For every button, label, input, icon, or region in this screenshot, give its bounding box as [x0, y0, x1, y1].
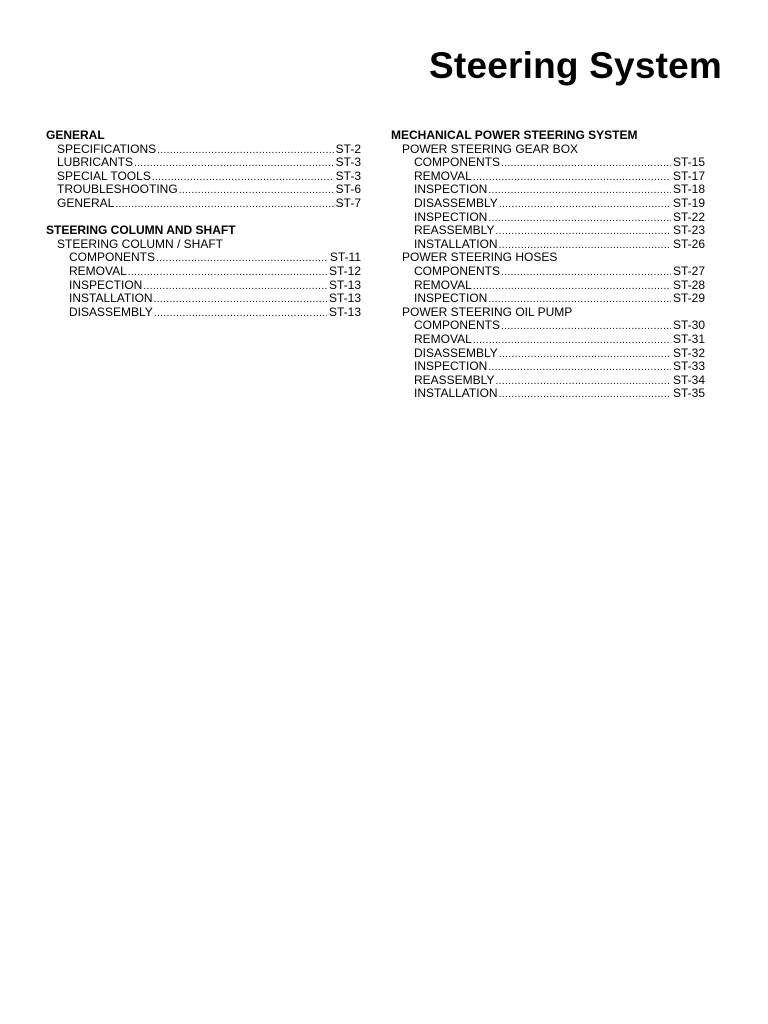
- toc-entry-page: ST-15: [672, 155, 705, 170]
- toc-entry-page: ST-3: [335, 155, 361, 170]
- toc-entry-label: INSTALLATION: [414, 236, 498, 251]
- toc-entry-label: INSPECTION: [414, 291, 488, 306]
- dot-leader: [501, 320, 671, 334]
- toc-entry[interactable]: [46, 251, 361, 265]
- toc-entry-page: ST-7: [335, 195, 361, 210]
- toc-entry[interactable]: [391, 374, 705, 388]
- toc-group-heading: STEERING COLUMN / SHAFT: [57, 236, 224, 251]
- toc-entry-label: COMPONENTS: [414, 155, 501, 170]
- dot-leader: [501, 157, 671, 171]
- toc-section-heading: GENERAL: [46, 128, 105, 142]
- toc-entry[interactable]: [391, 387, 705, 401]
- toc-entry-page: ST-33: [672, 359, 705, 374]
- dot-leader: [134, 157, 334, 171]
- toc-entry-label: REMOVAL: [414, 168, 472, 183]
- toc-entry-page: ST-17: [672, 168, 705, 183]
- toc-entry-label: INSPECTION: [69, 277, 143, 292]
- dot-leader: [499, 198, 671, 212]
- toc-entry[interactable]: [391, 238, 705, 252]
- toc-entry[interactable]: [391, 333, 705, 347]
- toc-entry-label: DISASSEMBLY: [414, 345, 498, 360]
- toc-entry[interactable]: [391, 197, 705, 211]
- toc-entry[interactable]: [46, 197, 361, 211]
- dot-leader: [115, 198, 333, 212]
- toc-group-heading: POWER STEERING GEAR BOX: [402, 141, 579, 156]
- toc-entry-page: ST-13: [328, 304, 361, 319]
- toc-entry-page: ST-34: [672, 372, 705, 387]
- toc-entry[interactable]: [46, 265, 361, 279]
- dot-leader: [154, 307, 327, 321]
- toc-entry-page: ST-19: [672, 195, 705, 210]
- toc-entry-label: INSPECTION: [414, 182, 488, 197]
- toc-entry-label: INSPECTION: [414, 359, 488, 374]
- toc-entry-page: ST-29: [672, 291, 705, 306]
- toc-entry-label: TROUBLESHOOTING: [57, 182, 178, 197]
- toc-entry-label: REMOVAL: [69, 263, 127, 278]
- toc-entry[interactable]: [391, 265, 705, 279]
- toc-entry[interactable]: [391, 224, 705, 238]
- toc-entry-page: ST-22: [672, 209, 705, 224]
- toc-entry-label: COMPONENTS: [69, 250, 156, 265]
- toc-entry[interactable]: [46, 279, 361, 293]
- toc-group-heading: POWER STEERING OIL PUMP: [402, 304, 573, 319]
- toc-section: [391, 129, 705, 401]
- toc-entry-page: ST-28: [672, 277, 705, 292]
- toc-entry-page: ST-32: [672, 345, 705, 360]
- toc-entry-label: COMPONENTS: [414, 263, 501, 278]
- dot-leader: [473, 280, 671, 294]
- toc-entry-page: ST-35: [672, 386, 705, 401]
- toc-entry-page: ST-23: [672, 223, 705, 238]
- toc-section: [46, 224, 361, 319]
- toc-entry-page: ST-18: [672, 182, 705, 197]
- toc-entry-page: ST-6: [335, 182, 361, 197]
- toc-entry-label: LUBRICANTS: [57, 155, 134, 170]
- toc-entry-label: INSPECTION: [414, 209, 488, 224]
- dot-leader: [157, 144, 334, 158]
- toc-entry-page: ST-27: [672, 263, 705, 278]
- dot-leader: [488, 212, 671, 226]
- toc-entry-label: GENERAL: [57, 195, 115, 210]
- dot-leader: [179, 184, 334, 198]
- toc-entry-label: SPECIFICATIONS: [57, 141, 157, 156]
- dot-leader: [156, 252, 328, 266]
- dot-leader: [499, 348, 671, 362]
- toc-entry[interactable]: [391, 211, 705, 225]
- toc-entry[interactable]: [391, 183, 705, 197]
- toc-entry[interactable]: [391, 347, 705, 361]
- toc-entry-label: INSTALLATION: [69, 291, 153, 306]
- dot-leader: [499, 388, 671, 402]
- dot-leader: [143, 280, 327, 294]
- toc-entry-label: REASSEMBLY: [414, 372, 495, 387]
- toc-group-heading: POWER STEERING HOSES: [402, 250, 558, 265]
- toc-entry-label: DISASSEMBLY: [69, 304, 153, 319]
- toc-entry-page: ST-31: [672, 331, 705, 346]
- toc-entry-label: SPECIAL TOOLS: [57, 168, 151, 183]
- toc-entry[interactable]: [391, 279, 705, 293]
- toc-entry[interactable]: [391, 170, 705, 184]
- toc-entry-page: ST-13: [328, 277, 361, 292]
- toc-entry-label: REMOVAL: [414, 277, 472, 292]
- toc-entry[interactable]: [391, 319, 705, 333]
- toc-left-column: [46, 129, 361, 333]
- toc-entry-label: REASSEMBLY: [414, 223, 495, 238]
- toc-section-heading: STEERING COLUMN AND SHAFT: [46, 223, 236, 238]
- dot-leader: [495, 225, 671, 239]
- dot-leader: [152, 171, 334, 185]
- toc-entry-label: INSTALLATION: [414, 386, 498, 401]
- dot-leader: [473, 171, 671, 185]
- toc-entry-page: ST-13: [328, 291, 361, 306]
- toc-entry[interactable]: [46, 292, 361, 306]
- toc-entry[interactable]: [391, 156, 705, 170]
- toc-entry[interactable]: [46, 170, 361, 184]
- dot-leader: [154, 293, 327, 307]
- toc-entry[interactable]: [46, 306, 361, 320]
- toc-entry-page: ST-12: [328, 263, 361, 278]
- toc-entry[interactable]: [46, 183, 361, 197]
- toc-entry-page: ST-2: [335, 141, 361, 156]
- toc-entry-page: ST-30: [672, 318, 705, 333]
- toc-entry[interactable]: [46, 156, 361, 170]
- dot-leader: [501, 266, 671, 280]
- toc-entry-page: ST-11: [329, 250, 361, 265]
- toc-entry-page: ST-26: [672, 236, 705, 251]
- toc-entry-label: DISASSEMBLY: [414, 195, 498, 210]
- dot-leader: [128, 266, 327, 280]
- toc-section-heading: MECHANICAL POWER STEERING SYSTEM: [391, 128, 638, 142]
- toc-entry-label: COMPONENTS: [414, 318, 501, 333]
- dot-leader: [488, 361, 671, 375]
- toc-entry[interactable]: [391, 292, 705, 306]
- dot-leader: [495, 375, 671, 389]
- toc-right-column: [391, 129, 705, 414]
- page-title: Steering System: [429, 45, 722, 86]
- toc-entry[interactable]: [46, 143, 361, 157]
- dot-leader: [488, 184, 671, 198]
- toc-entry[interactable]: [391, 360, 705, 374]
- dot-leader: [473, 334, 671, 348]
- toc-entry-label: REMOVAL: [414, 331, 472, 346]
- toc-section: [46, 129, 361, 211]
- toc-entry-page: ST-3: [335, 168, 361, 183]
